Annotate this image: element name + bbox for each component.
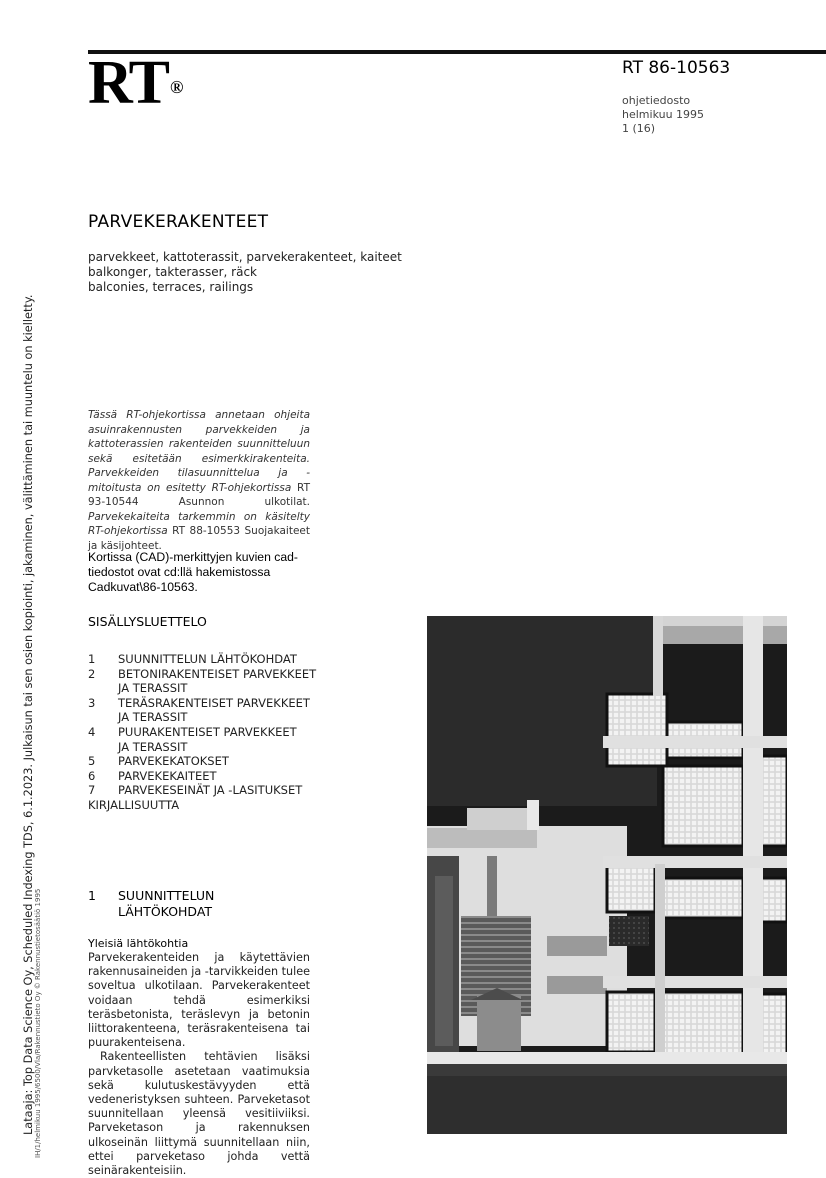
rt-logo (88, 49, 184, 117)
page-number: 1 (16) (622, 122, 656, 135)
document-code: RT 86-10563 (622, 58, 731, 78)
intro-text-2: Parvekekaiteita tarkemmin on käsitelty RT-ohjekortissa (88, 510, 310, 537)
keywords-sv: balkonger, takterasser, räck (88, 265, 258, 279)
logo-text: RT (88, 49, 168, 117)
toc-item-continuation: JA TERASSIT (118, 681, 188, 696)
keywords-en: balconies, terraces, railings (88, 280, 254, 294)
body-paragraph: Rakenteellisten tehtävien lisäksi parvketasolle asetetaan vaatimuksia sekä kulutuskestävyyden että vedeneristyksen suhteen. Parveketasot suunnitellaan yleensä vesitiiviiksi. Parveketason ja rakennuksen ulkoseinän liittymä suunnitellaan niin, ettei parveketaso johda vettä seinärakenteisiin. (88, 1050, 310, 1178)
intro-reference-1: RT 93-10544 Asunnon ulkotilat. (88, 481, 310, 508)
toc-item: 2 BETONIRAKENTEISET PARVEKKEET (88, 666, 317, 681)
document-meta (622, 94, 704, 136)
top-rule (88, 50, 826, 54)
document-type: ohjetiedosto (622, 94, 691, 107)
registered-mark: ® (169, 77, 184, 97)
toc-item: 4 PUURAKENTEISET PARVEKKEET (88, 724, 297, 739)
document-date: helmikuu 1995 (622, 108, 705, 121)
section-body (88, 951, 310, 1178)
intro-paragraph (88, 408, 310, 553)
keywords (88, 250, 402, 295)
toc-item: 5 PARVEKEKATOKSET (88, 754, 229, 769)
copyright-notice: IH/1/helmikuu 1995/6500/Vla/Rakennustieto Oy © Rakennustietosäätiö 1995 (34, 888, 42, 1158)
subheading: Yleisiä lähtökohtia (88, 937, 189, 950)
intro-reference-2: RT 88-10553 Suojakaiteet ja käsijohteet. (88, 525, 310, 552)
intro-text-1: Tässä RT-ohjekortissa annetaan ohjeita asuinrakennusten parvekkeiden ja kattoterassien rakenteiden suunnitteluun sekä esitetään esimerkkirakenteita. Parvekkeiden tilasuunnittelua ja -mitoitusta on esitetty RT-ohjekortissa (88, 409, 310, 494)
toc-title: SISÄLLYSLUETTELO (88, 614, 207, 629)
page-title: PARVEKERAKENTEET (88, 212, 269, 232)
section-heading: SUUNNITTELUN LÄHTÖKOHDAT (118, 888, 215, 919)
table-of-contents (88, 652, 328, 813)
cad-note-line: Cadkuvat\86-10563. (88, 580, 198, 594)
cad-note (88, 550, 328, 595)
toc-item-bibliography: KIRJALLISUUTTA (88, 797, 180, 812)
cad-note-line: tiedostot ovat cd:llä hakemistossa (88, 565, 271, 579)
toc-item: 1 SUUNNITTELUN LÄHTÖKOHDAT (88, 652, 297, 666)
section-number: 1 (88, 888, 96, 903)
toc-item: 3 TERÄSRAKENTEISET PARVEKKEET (88, 695, 310, 710)
toc-item: 7 PARVEKESEINÄT JA -LASITUKSET (88, 783, 303, 798)
body-paragraph: Parvekerakenteiden ja käytettävien rakennusaineiden ja -tarvikkeiden tulee soveltua ulkotilaan. Parvekerakenteet voidaan tehdä esimerkiksi teräsbetonista, teräslevyn ja betonin liittorakenteena, teräsrakenteisena tai puurakenteisena. (88, 951, 310, 1050)
keywords-fi: parvekkeet, kattoterassit, parvekerakenteet, kaiteet (88, 250, 402, 264)
toc-item: 6 PARVEKEKAITEET (88, 768, 217, 783)
building-photo (427, 616, 787, 1134)
download-notice: Lataaja: Top Data Science Oy, Scheduled Indexing TDS, 6.1.2023. Julkaisun tai sen osien kopiointi, jakaminen, välittäminen tai muuntelu on kielletty. (22, 294, 35, 1135)
cad-note-line: Kortissa (CAD)-merkittyjen kuvien cad- (88, 550, 298, 564)
toc-item-continuation: JA TERASSIT (118, 710, 188, 725)
toc-item-continuation: JA TERASSIT (118, 739, 188, 754)
